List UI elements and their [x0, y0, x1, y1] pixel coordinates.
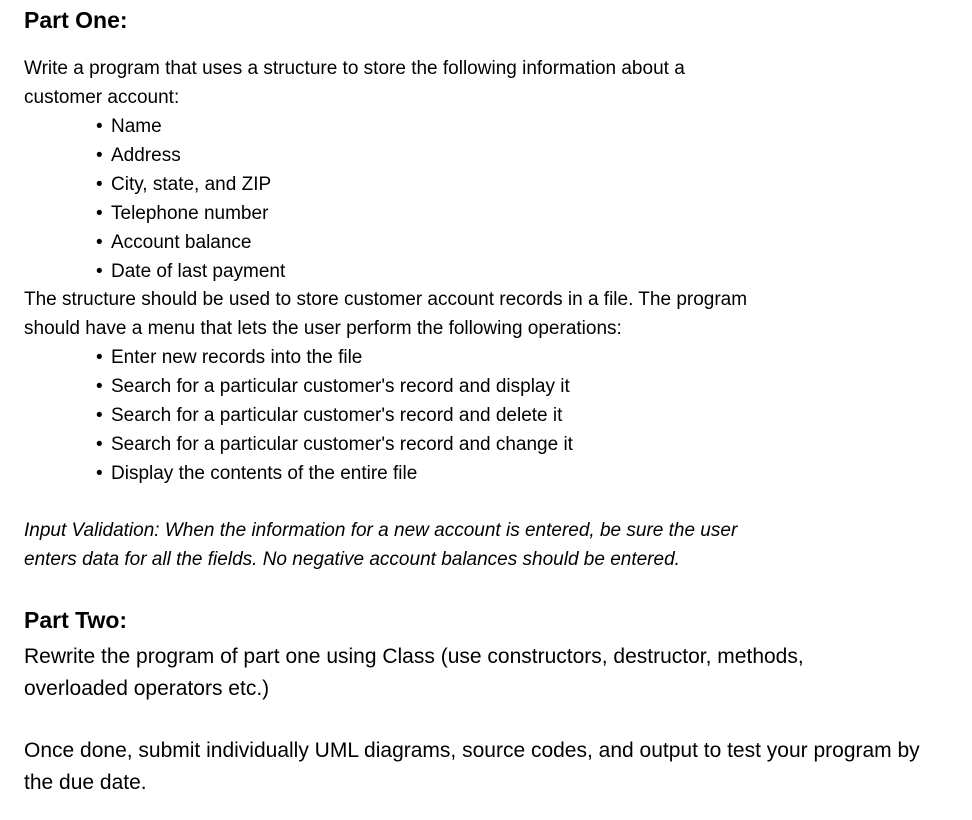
structure-description: The structure should be used to store customer account records in a file. The program should have a menu that lets the user perform the following operations:	[24, 289, 748, 339]
list-item	[96, 430, 573, 459]
list-item	[96, 401, 573, 430]
list-item	[96, 228, 285, 257]
bullet-icon: •	[96, 203, 103, 224]
bullet-icon: •	[96, 174, 103, 195]
field-label: Telephone number	[111, 203, 269, 224]
submission-instructions: Once done, submit individually UML diagrams, source codes, and output to test your program by the due date.	[24, 739, 920, 794]
operation-label: Enter new records into the file	[111, 347, 363, 368]
bullet-icon: •	[96, 434, 103, 455]
input-validation-note: Input Validation: When the information for a new account is entered, be sure the user enters data for all the fields. No negative account balances should be entered.	[24, 520, 738, 570]
list-item	[96, 459, 573, 488]
list-item	[96, 372, 573, 401]
list-item	[96, 112, 285, 141]
bullet-icon: •	[96, 376, 103, 397]
bullet-icon: •	[96, 261, 103, 282]
operation-label: Search for a particular customer's record and change it	[111, 434, 573, 455]
bullet-icon: •	[96, 232, 103, 253]
field-label: Address	[111, 145, 181, 166]
list-item	[96, 343, 573, 372]
customer-fields-list	[96, 112, 285, 286]
bullet-icon: •	[96, 145, 103, 166]
list-item	[96, 141, 285, 170]
bullet-icon: •	[96, 347, 103, 368]
operation-label: Search for a particular customer's record and display it	[111, 376, 570, 397]
part-one-heading: Part One:	[24, 7, 128, 33]
operation-label: Display the contents of the entire file	[111, 463, 418, 484]
field-label: Name	[111, 116, 162, 137]
bullet-icon: •	[96, 405, 103, 426]
bullet-icon: •	[96, 116, 103, 137]
field-label: Account balance	[111, 232, 252, 253]
list-item	[96, 199, 285, 228]
list-item	[96, 170, 285, 199]
part-one-intro: Write a program that uses a structure to store the following information about a customer account:	[24, 58, 685, 108]
menu-operations-list	[96, 343, 573, 488]
part-two-description: Rewrite the program of part one using Class (use constructors, destructor, methods, overloaded operators etc.)	[24, 645, 804, 700]
field-label: City, state, and ZIP	[111, 174, 272, 195]
bullet-icon: •	[96, 463, 103, 484]
field-label: Date of last payment	[111, 261, 286, 282]
part-two-heading: Part Two:	[24, 607, 128, 633]
list-item	[96, 257, 285, 286]
operation-label: Search for a particular customer's record and delete it	[111, 405, 563, 426]
